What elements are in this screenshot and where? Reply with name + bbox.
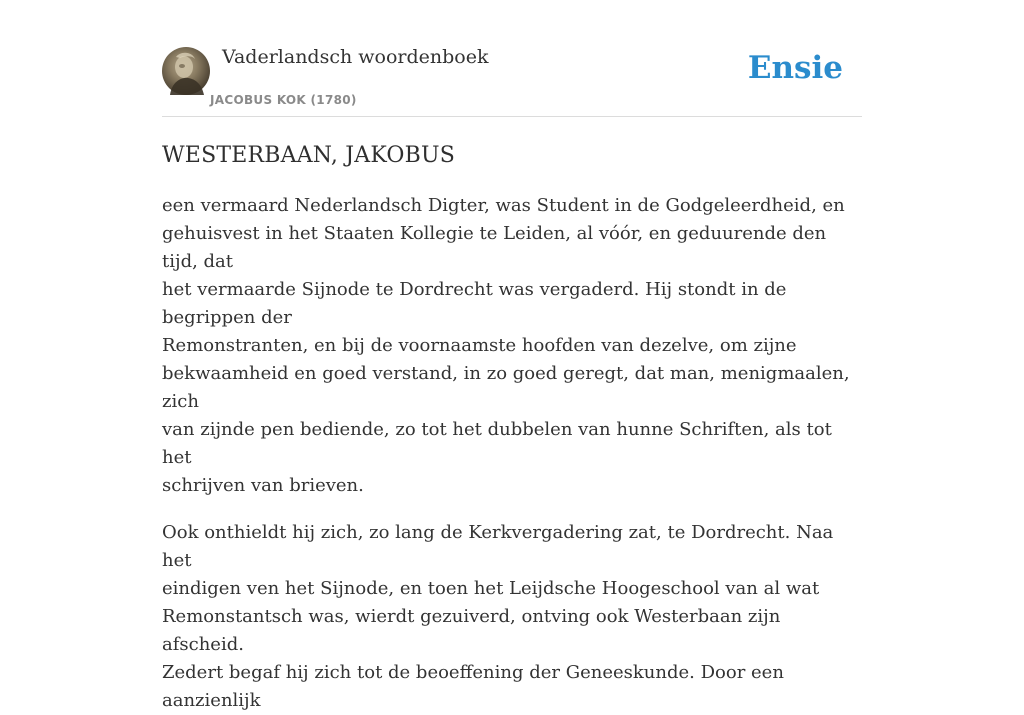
- text-line: een vermaard Nederlandsch Digter, was Student in de Godgeleerdheid, en: [162, 195, 845, 216]
- entry-title: WESTERBAAN, JAKOBUS: [162, 143, 455, 168]
- text-line: Remonstantsch was, wierdt gezuiverd, ontving ook Westerbaan zijn afscheid.: [162, 606, 781, 655]
- paragraph-1: [162, 192, 862, 500]
- text-line: Remonstranten, en bij de voornaamste hoofden van dezelve, om zijne: [162, 335, 797, 356]
- content-container: [162, 0, 862, 715]
- text-line: van zijnde pen bediende, zo tot het dubbelen van hunne Schriften, als tot het: [162, 419, 832, 468]
- book-title[interactable]: Vaderlandsch woordenboek: [222, 46, 489, 68]
- author-label: JACOBUS KOK (1780): [210, 93, 357, 107]
- portrait-avatar[interactable]: [162, 47, 210, 95]
- text-line: eindigen ven het Sijnode, en toen het Leijdsche Hoogeschool van al wat: [162, 578, 820, 599]
- text-line: bekwaamheid en goed verstand, in zo goed geregt, dat man, menigmaalen, zich: [162, 363, 850, 412]
- text-line: Ook onthieldt hij zich, zo lang de Kerkvergadering zat, te Dordrecht. Naa het: [162, 522, 834, 571]
- portrait-icon: [162, 47, 210, 95]
- text-line: schrijven van brieven.: [162, 475, 364, 496]
- text-line: het vermaarde Sijnode te Dordrecht was vergaderd. Hij stondt in de begrippen der: [162, 279, 787, 328]
- paragraph-2: [162, 519, 862, 715]
- text-line: gehuisvest in het Staaten Kollegie te Leiden, al vóór, en geduurende den tijd, dat: [162, 223, 827, 272]
- ensie-logo[interactable]: Ensie: [747, 50, 843, 86]
- header: [162, 0, 862, 117]
- text-line: Zedert begaf hij zich tot de beoeffening der Geneeskunde. Door een aanzienlijk: [162, 662, 784, 711]
- entry-body: [162, 192, 862, 715]
